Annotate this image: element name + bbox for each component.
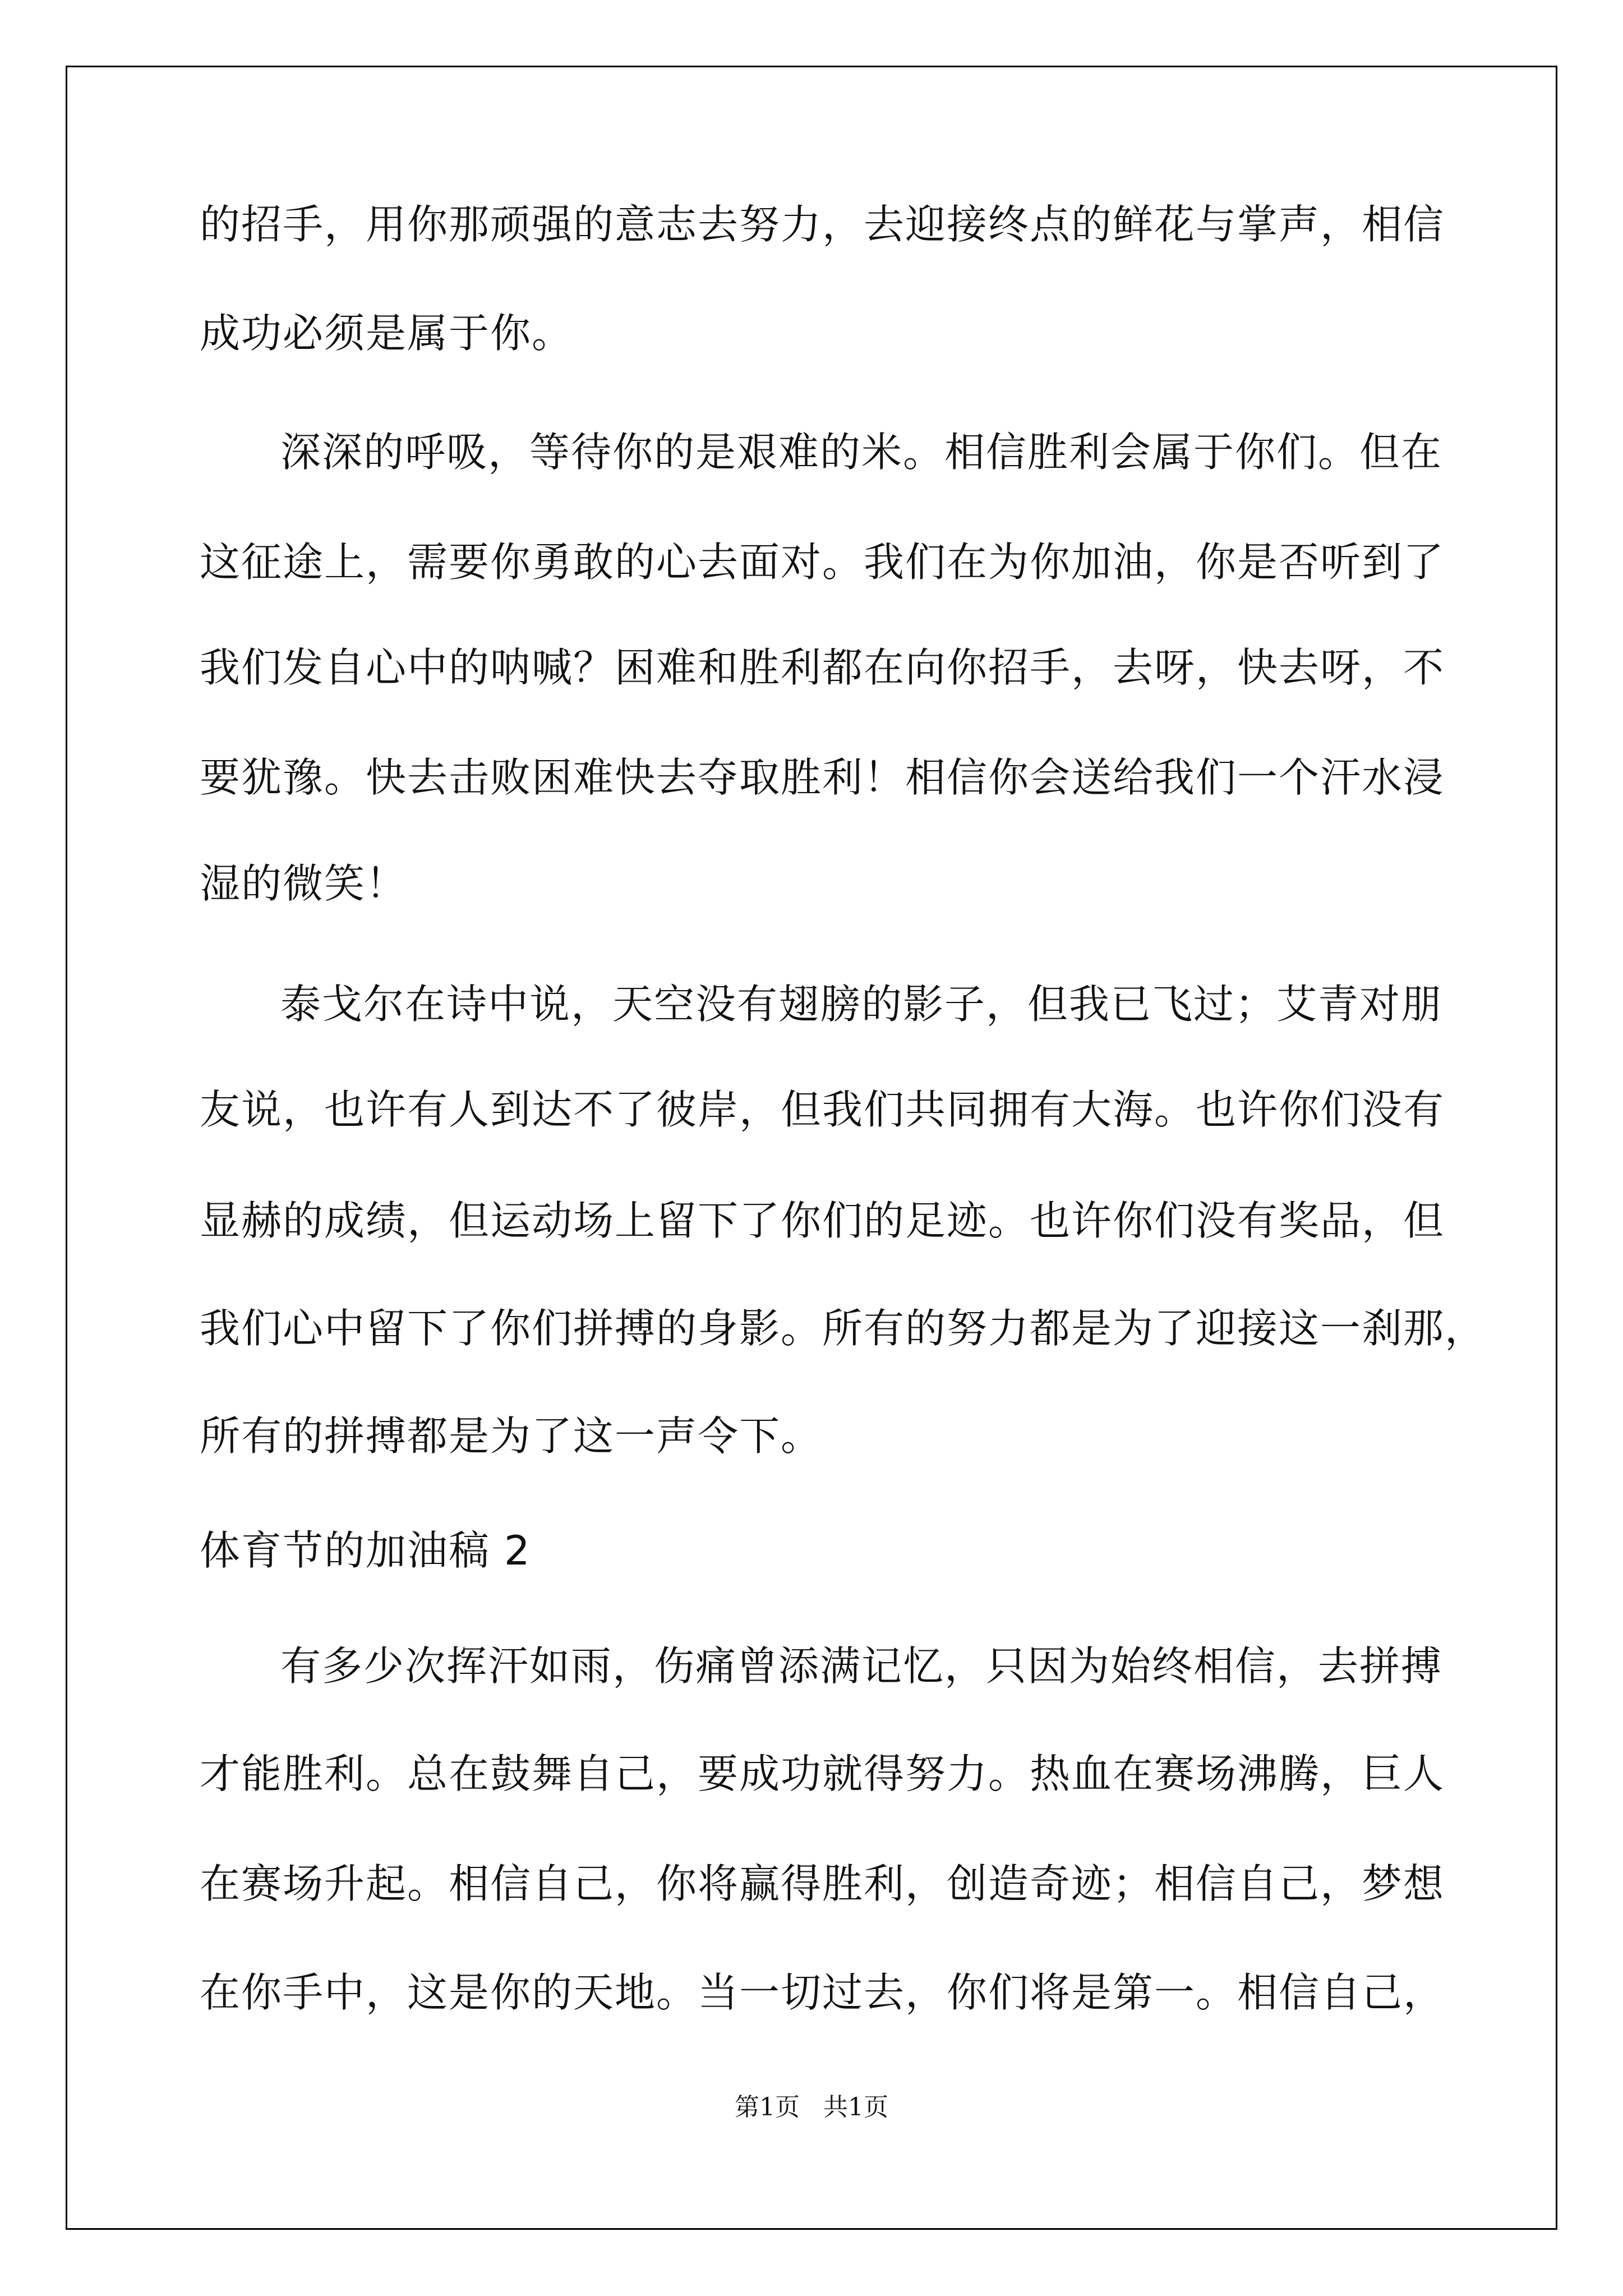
- text-line: 成功必须是属于你。: [200, 310, 574, 357]
- paragraph-start-line: 深深的呼吸，等待你的是艰难的米。相信胜利会属于你们。但在: [280, 429, 1443, 476]
- text-line: 显赫的成绩，但运动场上留下了你们的足迹。也许你们没有奖品，但: [200, 1197, 1445, 1244]
- text-line: 这征途上，需要你勇敢的心去面对。我们在为你加油，你是否听到了: [200, 539, 1445, 586]
- text-line: 在你手中，这是你的天地。当一切过去，你们将是第一。相信自己，: [200, 1969, 1445, 2016]
- text-line: 我们发自心中的呐喊？困难和胜利都在向你招手，去呀，快去呀，不: [200, 644, 1445, 691]
- text-line: 要犹豫。快去击败困难快去夺取胜利！相信你会送给我们一个汗水浸: [200, 754, 1445, 801]
- text-line: 在赛场升起。相信自己，你将赢得胜利，创造奇迹；相信自己，梦想: [200, 1860, 1445, 1907]
- text-line: 湿的微笑！: [200, 860, 408, 907]
- text-line: 的招手，用你那顽强的意志去努力，去迎接终点的鲜花与掌声，相信: [200, 201, 1445, 248]
- paragraph-start-line: 有多少次挥汗如雨，伤痛曾添满记忆，只因为始终相信，去拼搏: [280, 1642, 1443, 1690]
- text-line: 所有的拼搏都是为了这一声令下。: [200, 1412, 823, 1460]
- text-line: 才能胜利。总在鼓舞自己，要成功就得努力。热血在赛场沸腾，巨人: [200, 1750, 1445, 1797]
- paragraph-start-line: 泰戈尔在诗中说，天空没有翅膀的影子，但我已飞过；艾青对朋: [280, 981, 1443, 1028]
- text-line: 友说，也许有人到达不了彼岸，但我们共同拥有大海。也许你们没有: [200, 1086, 1445, 1133]
- page-footer: 第1页 共1页: [735, 2093, 888, 2122]
- section-heading: 体育节的加油稿 2: [200, 1527, 531, 1574]
- text-line: 我们心中留下了你们拼搏的身影。所有的努力都是为了迎接这一刹那，: [200, 1305, 1487, 1352]
